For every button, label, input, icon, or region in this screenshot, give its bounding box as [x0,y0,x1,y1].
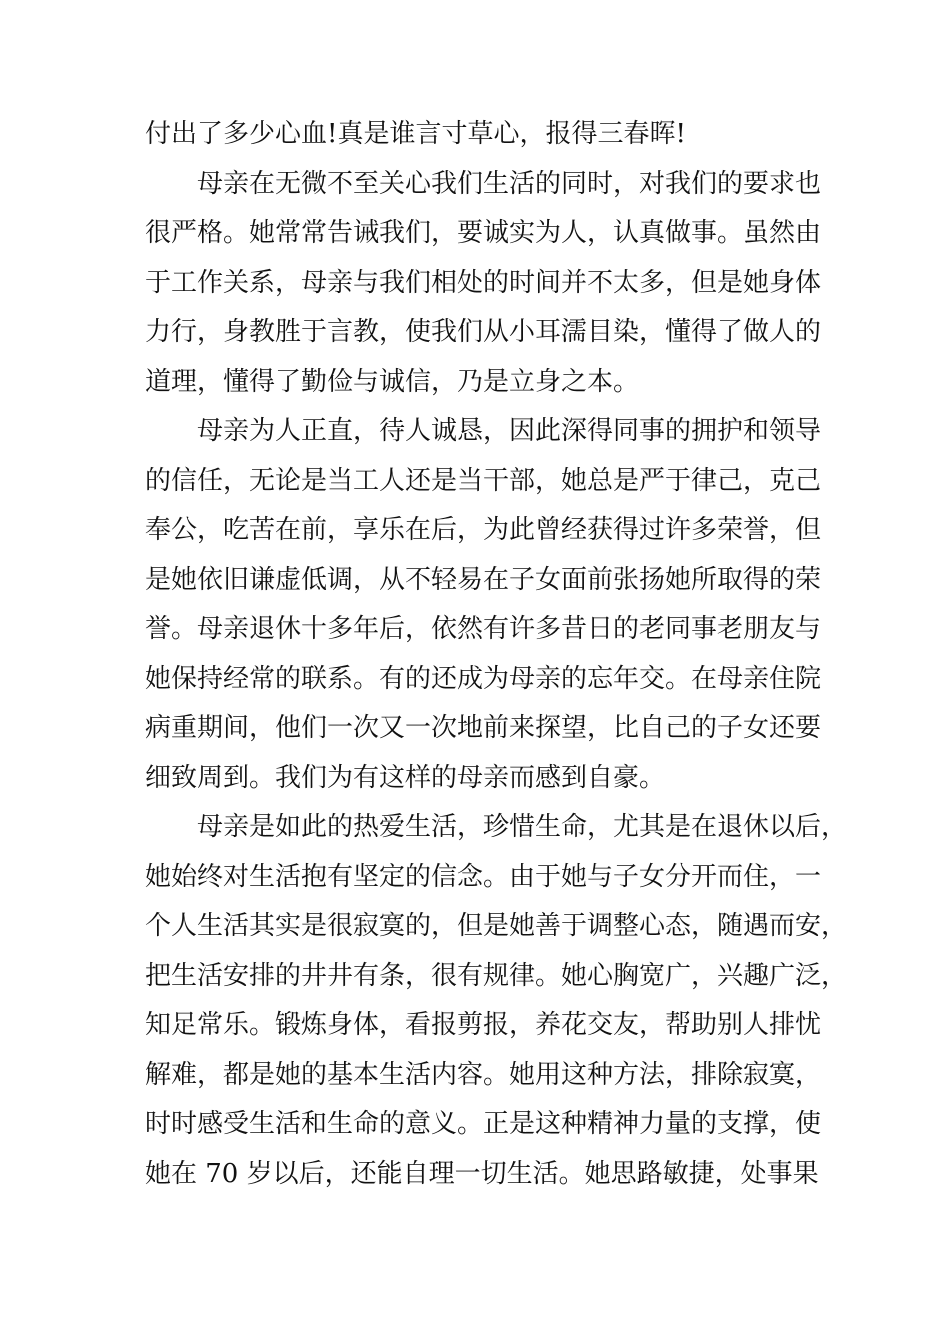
text-line: 细致周到。我们为有这样的母亲而感到自豪。 [145,762,666,793]
text-line: 誉。母亲退休十多年后，依然有许多昔日的老同事老朋友与 [145,614,822,644]
text-line: 把生活安排的井井有条，很有规律。她心胸宽广，兴趣广泛， [145,960,848,991]
paragraph-start-line: 母亲是如此的热爱生活，珍惜生命，尤其是在退休以后， [197,812,848,842]
text-line: 解难，都是她的基本生活内容。她用这种方法，排除寂寞， [145,1059,822,1090]
text-line: 道理，懂得了勤俭与诚信，乃是立身之本。 [145,366,640,397]
text-line: 知足常乐。锻炼身体，看报剪报，养花交友，帮助别人排忧 [145,1010,822,1040]
paragraph-start-line: 母亲在无微不至关心我们生活的同时，对我们的要求也 [197,168,822,199]
document-body [145,110,848,1199]
text-line: 时时感受生活和生命的意义。正是这种精神力量的支撑，使 [145,1109,822,1139]
text-line: 是她依旧谦虚低调，从不轻易在子女面前张扬她所取得的荣 [145,564,822,595]
text-line: 她在 70 岁以后，还能自理一切生活。她思路敏捷，处事果 [145,1158,819,1189]
text-line: 于工作关系，母亲与我们相处的时间并不太多，但是她身体 [145,267,822,298]
text-line: 力行，身教胜于言教，使我们从小耳濡目染，懂得了做人的 [145,317,822,347]
text-line: 病重期间，他们一次又一次地前来探望，比自己的子女还要 [145,713,822,743]
text-line: 很严格。她常常告诫我们，要诚实为人，认真做事。虽然由 [145,218,822,248]
paragraph-start-line: 母亲为人正直，待人诚恳，因此深得同事的拥护和领导 [197,416,822,446]
text-line: 她始终对生活抱有坚定的信念。由于她与子女分开而住，一 [145,861,822,892]
text-line: 她保持经常的联系。有的还成为母亲的忘年交。在母亲住院 [145,663,822,694]
text-line: 个人生活其实是很寂寞的，但是她善于调整心态，随遇而安， [145,911,848,941]
text-line: 付出了多少心血!真是谁言寸草心，报得三春晖! [145,119,686,149]
text-line: 的信任，无论是当工人还是当干部，她总是严于律己，克己 [145,465,822,496]
text-line: 奉公，吃苦在前，享乐在后，为此曾经获得过许多荣誉，但 [145,515,822,545]
